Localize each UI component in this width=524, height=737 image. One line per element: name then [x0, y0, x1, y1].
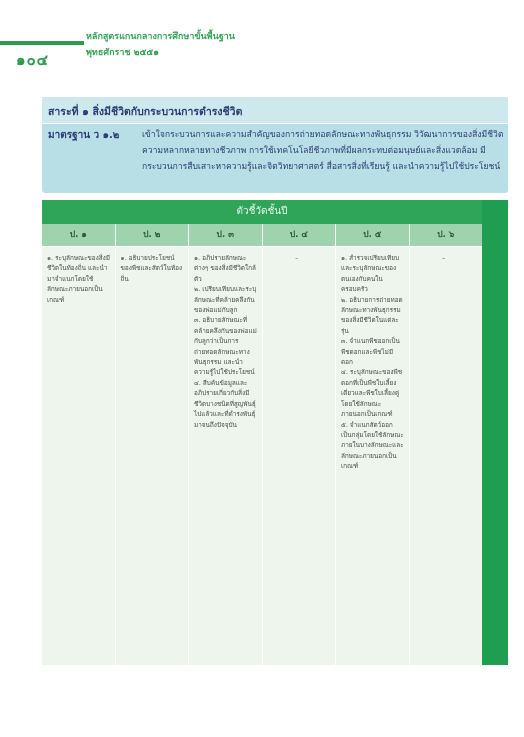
indicator-item: ๑. ระบุลักษณะของสิ่งมีชีวิตในท้องถิ่น และนำมาจำแนกโดยใช้ลักษณะภายนอกเป็นเกณฑ์ [47, 254, 110, 304]
grade-header: ป. ๓ [189, 224, 262, 247]
indicator-item: ๒. อธิบายการถ่ายทอดลักษณะทางพันธุกรรมของสิ่งมีชีวิตในแต่ละรุ่น [341, 295, 403, 335]
indicator-item: ๓. อธิบายลักษณะที่คล้ายคลึงกันของพ่อแม่กับลูกว่าเป็นการถ่ายทอดลักษณะทางพันธุกรรม และนำความรู้ไปใช้ประโยชน์ [194, 316, 257, 377]
header-rule [0, 41, 84, 45]
grade-header: ป. ๒ [116, 224, 189, 247]
grade-indicators [336, 247, 409, 472]
indicator-item: – [295, 254, 299, 262]
grade-column [42, 224, 116, 665]
grade-column [336, 224, 410, 665]
indicator-item: ๓. จำแนกพืชออกเป็นพืชดอกและพืชไม่มีดอก [341, 337, 400, 367]
standard-label: มาตรฐาน ว ๑.๒ [48, 130, 120, 141]
grade-indicators [189, 247, 262, 430]
grade-indicators [42, 247, 115, 305]
document-title: หลักสูตรแกนกลางการศึกษาขั้นพื้นฐาน [86, 32, 235, 42]
indicator-item: ๒. เปรียบเทียบและระบุลักษณะที่คล้ายคลึงกันของพ่อแม่กับลูก [194, 285, 257, 315]
grade-header: ป. ๑ [42, 224, 115, 247]
indicator-item: ๑. สำรวจเปรียบเทียบและระบุลักษณะของตนเองกับคนในครอบครัว [341, 254, 400, 294]
indicator-item: ๑. อธิบายประโยชน์ของพืชและสัตว์ในท้องถิ่น [120, 254, 183, 283]
grade-indicators [410, 247, 483, 263]
grade-indicators [116, 247, 189, 284]
strand-header [42, 97, 508, 124]
grade-column [410, 224, 483, 665]
indicator-item: – [442, 254, 446, 262]
strand-title: สาระที่ ๑ สิ่งมีชีวิตกับกระบวนการดำรงชีวิต [48, 106, 243, 118]
grade-indicators [263, 247, 336, 263]
indicator-item: ๔. สืบค้นข้อมูลและอภิปรายเกี่ยวกับสิ่งมีชีวิตบางชนิดที่สูญพันธุ์ไปแล้วและที่ดำรงพันธุ์มาจนถึงปัจจุบัน [194, 378, 256, 429]
page-number: ๑๐๔ [16, 51, 50, 69]
grade-header: ป. ๖ [410, 224, 483, 247]
grade-column [263, 224, 337, 665]
indicators-heading: ตัวชี้วัดชั้นปี [42, 200, 482, 224]
indicators-table [42, 224, 482, 665]
indicator-item: ๕. จำแนกสัตว์ออกเป็นกลุ่มโดยใช้ลักษณะภายในบางลักษณะและลักษณะภายนอกเป็นเกณฑ์ [341, 420, 404, 471]
indicator-item: ๔. ระบุลักษณะของพืชดอกที่เป็นพืชใบเลี้ยงเดี่ยวและพืชใบเลี้ยงคู่โดยใช้ลักษณะภายนอกเป็นเกณฑ์ [341, 368, 403, 419]
indicator-item: ๑. อภิปรายลักษณะต่างๆ ของสิ่งมีชีวิตใกล้ตัว [194, 254, 256, 283]
grade-column [189, 224, 263, 665]
grade-header: ป. ๕ [336, 224, 409, 247]
standard-text: เข้าใจกระบวนการและความสำคัญของการถ่ายทอดลักษณะทางพันธุกรรม วิวัฒนาการของสิ่งมีชีวิต ความหลากหลายทางชีวภาพ การใช้เทคโนโลยีชีวภาพที่มีผลกระทบต่อมนุษย์และสิ่งแวดล้อม มีกระบวนการสืบเสาะหาความรู้และจิตวิทยาศาสตร์ สื่อสารสิ่งที่เรียนรู้ และนำความรู้ไปใช้ประโยชน์ [142, 130, 504, 172]
document-subtitle: พุทธศักราช ๒๕๕๑ [86, 48, 159, 58]
grade-header: ป. ๔ [263, 224, 336, 247]
strand-panel [42, 97, 508, 193]
grade-column [116, 224, 190, 665]
side-green-bar [482, 200, 508, 665]
